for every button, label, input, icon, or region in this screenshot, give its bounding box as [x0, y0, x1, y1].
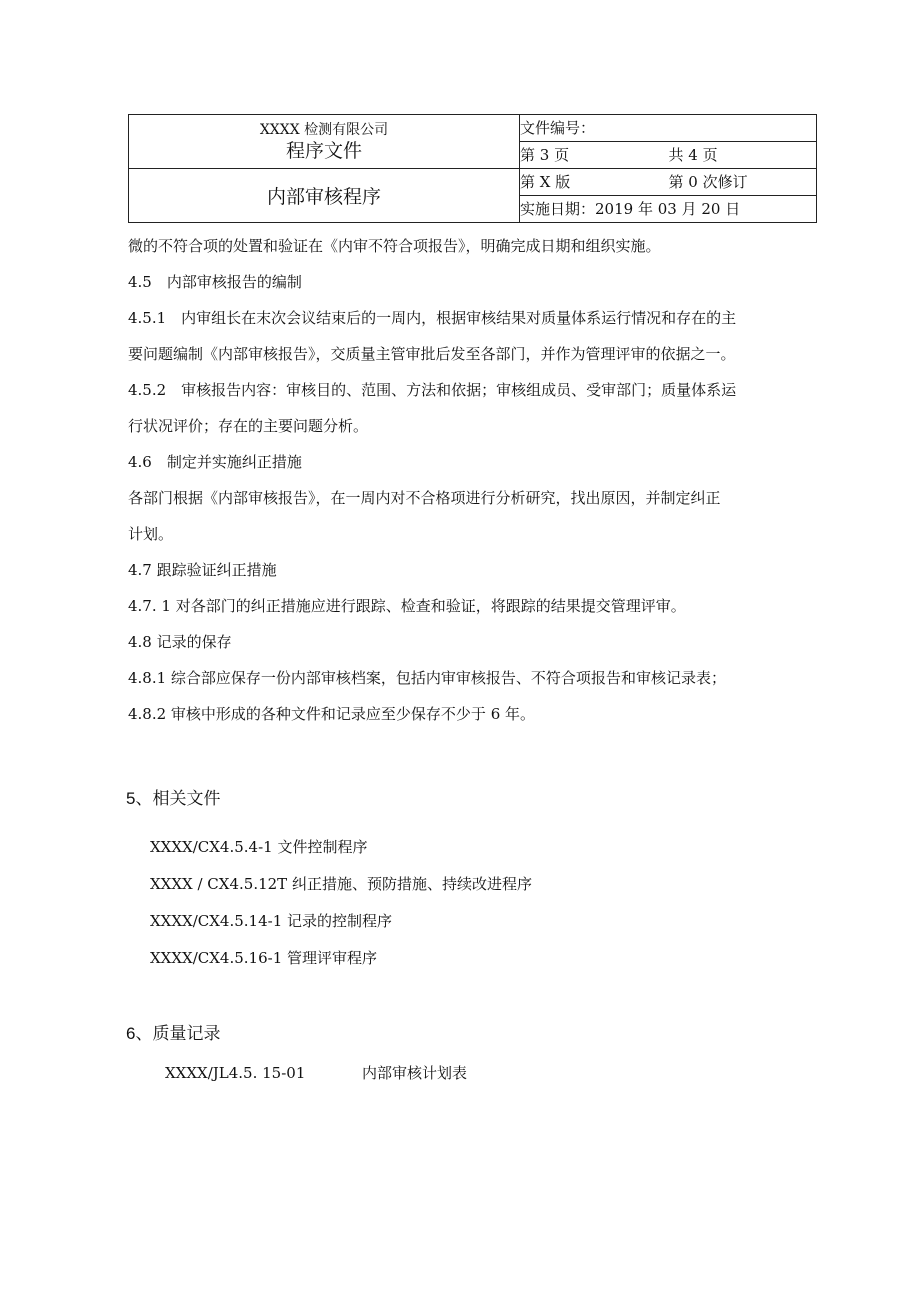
- heading-4-6: 4.6 制定并实施纠正措施: [128, 453, 302, 471]
- heading-4-5: 4.5 内部审核报告的编制: [128, 273, 302, 291]
- quality-record-name: 内部审核计划表: [362, 1064, 468, 1082]
- quality-record-code: XXXX/JL4.5. 15-01: [165, 1064, 306, 1082]
- version: 第 X 版: [520, 173, 571, 191]
- section-5-heading: 5、相关文件: [126, 789, 221, 808]
- effective-date: 实施日期：2019 年 03 月 20 日: [520, 200, 741, 218]
- related-doc-item: XXXX/CX4.5.14-1 记录的控制程序: [150, 912, 393, 930]
- page-total: 共 4 页: [668, 146, 718, 164]
- paragraph-4-8-1: 4.8.1 综合部应保存一份内部审核档案，包括内审审核报告、不符合项报告和审核记录表；: [128, 669, 726, 687]
- paragraph-4-5-2-line1: 4.5.2 审核报告内容：审核目的、范围、方法和依据；审核组成员、受审部门；质量体系运: [128, 381, 737, 399]
- paragraph-4-7-1: 4.7. 1 对各部门的纠正措施应进行跟踪、检查和验证，将跟踪的结果提交管理评审。: [128, 597, 686, 615]
- document-title: 内部审核程序: [266, 186, 381, 208]
- related-doc-item: XXXX/CX4.5.4-1 文件控制程序: [150, 838, 368, 856]
- paragraph-4-5-1-line2: 要问题编制《内部审核报告》，交质量主管审批后发至各部门，并作为管理评审的依据之一。: [128, 345, 736, 363]
- related-doc-item: XXXX/CX4.5.16-1 管理评审程序: [150, 949, 378, 967]
- doc-number-cell: [520, 115, 817, 142]
- heading-4-8: 4.8 记录的保存: [128, 633, 232, 651]
- related-doc-item: XXXX / CX4.5.12T 纠正措施、预防措施、持续改进程序: [150, 875, 532, 893]
- effective-date-cell: [520, 196, 817, 223]
- section-6-heading: 6、质量记录: [126, 1024, 221, 1043]
- document-type: 程序文件: [285, 139, 362, 162]
- paragraph-4-8-2: 4.8.2 审核中形成的各种文件和记录应至少保存不少于 6 年。: [128, 705, 536, 723]
- paragraph-4-6-line2: 计划。: [128, 525, 174, 543]
- page-info-cell: [520, 142, 817, 169]
- header-table: [128, 114, 817, 223]
- page-number: 第 3 页: [520, 146, 570, 164]
- revision: 第 0 次修订: [668, 173, 748, 191]
- paragraph-4-5-2-line2: 行状况评价；存在的主要问题分析。: [128, 417, 369, 435]
- company-name: XXXX 检测有限公司: [259, 121, 389, 138]
- paragraph-4-6-line1: 各部门根据《内部审核报告》，在一周内对不合格项进行分析研究，找出原因，并制定纠正: [128, 489, 721, 507]
- version-cell: [520, 169, 817, 196]
- paragraph-4-5-1-line1: 4.5.1 内审组长在末次会议结束后的一周内，根据审核结果对质量体系运行情况和存在的主: [128, 309, 737, 327]
- header-company-cell: [129, 115, 520, 169]
- heading-4-7: 4.7 跟踪验证纠正措施: [128, 561, 277, 579]
- paragraph-nonconformity-handling: 微的不符合项的处置和验证在《内审不符合项报告》，明确完成日期和组织实施。: [128, 237, 661, 255]
- header-title-cell: [129, 169, 520, 223]
- doc-number-label: 文件编号：: [520, 119, 596, 137]
